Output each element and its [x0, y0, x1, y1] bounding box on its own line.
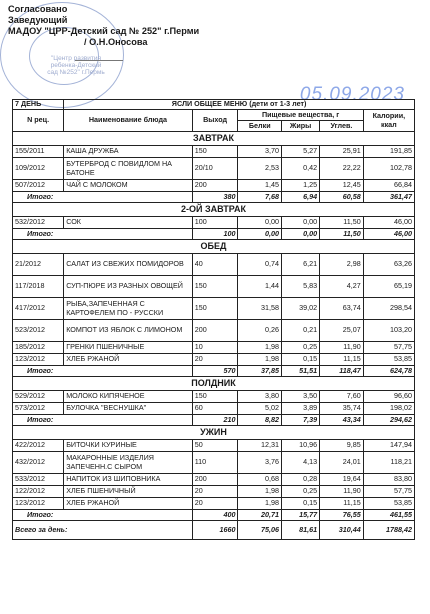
recipe-number: 432/2012: [13, 452, 64, 474]
approval-block: [8, 4, 308, 48]
fat-value: 5,83: [282, 276, 320, 298]
menu-table: [12, 99, 415, 540]
col-nutrients-header: Пищевые вещества, г: [238, 110, 363, 121]
portion-output: 150: [192, 276, 238, 298]
grand-total-protein: 75,06: [238, 521, 282, 540]
carbs-value: 11,50: [320, 217, 364, 229]
protein-value: 3,70: [238, 146, 282, 158]
table-row: [13, 180, 415, 192]
dish-name: КОМПОТ ИЗ ЯБЛОК С ЛИМОНОМ: [64, 320, 193, 342]
section-header-row: [13, 240, 415, 254]
portion-output: 40: [192, 254, 238, 276]
carbs-value: 11,15: [320, 498, 364, 510]
table-row: [13, 474, 415, 486]
protein-value: 3,76: [238, 452, 282, 474]
dish-name: МОЛОКО КИПЯЧЕНОЕ: [64, 391, 193, 403]
total-output: 570: [192, 366, 238, 377]
portion-output: 150: [192, 391, 238, 403]
recipe-number: 532/2012: [13, 217, 64, 229]
calories-value: 118,21: [363, 452, 414, 474]
recipe-number: 529/2012: [13, 391, 64, 403]
portion-output: 60: [192, 403, 238, 415]
grand-total-calories: 1788,42: [363, 521, 414, 540]
portion-output: 150: [192, 146, 238, 158]
col-fat-header: Жиры: [282, 121, 320, 132]
table-row: [13, 452, 415, 474]
approval-line-4: [8, 37, 308, 48]
protein-value: 2,53: [238, 158, 282, 180]
col-name-header: Наименование блюда: [64, 110, 193, 132]
protein-value: 12,31: [238, 440, 282, 452]
protein-value: 3,80: [238, 391, 282, 403]
carbs-value: 19,64: [320, 474, 364, 486]
portion-output: 20: [192, 498, 238, 510]
menu-date: 05.09.2023: [299, 84, 405, 105]
section-total-row: [13, 415, 415, 426]
table-row: [13, 486, 415, 498]
calories-value: 46,00: [363, 217, 414, 229]
calories-value: 63,26: [363, 254, 414, 276]
col-calories-header: Калории, ккал: [363, 110, 414, 132]
carbs-value: 4,27: [320, 276, 364, 298]
table-row: [13, 298, 415, 320]
grand-total-row: [13, 521, 415, 540]
fat-value: 3,50: [282, 391, 320, 403]
section-total-row: [13, 366, 415, 377]
calories-value: 191,85: [363, 146, 414, 158]
total-protein: 37,85: [238, 366, 282, 377]
approval-line-1: Согласовано: [8, 4, 68, 14]
recipe-number: 507/2012: [13, 180, 64, 192]
protein-value: 1,45: [238, 180, 282, 192]
day-label: 7 ДЕНЬ: [13, 100, 64, 110]
fat-value: 5,27: [282, 146, 320, 158]
calories-value: 147,94: [363, 440, 414, 452]
section-total-row: [13, 192, 415, 203]
portion-output: 20: [192, 354, 238, 366]
portion-output: 110: [192, 452, 238, 474]
table-row: [13, 342, 415, 354]
table-row: [13, 158, 415, 180]
table-row: [13, 276, 415, 298]
dish-name: ХЛЕБ ПШЕНИЧНЫЙ: [64, 486, 193, 498]
calories-value: 65,19: [363, 276, 414, 298]
menu-title: ЯСЛИ ОБЩЕЕ МЕНЮ (дети от 1-3 лет): [64, 100, 415, 110]
recipe-number: 523/2012: [13, 320, 64, 342]
recipe-number: 117/2018: [13, 276, 64, 298]
total-protein: 20,71: [238, 510, 282, 521]
carbs-value: 35,74: [320, 403, 364, 415]
menu-body: [13, 132, 415, 540]
dish-name: РЫБА,ЗАПЕЧЕННАЯ С КАРТОФЕЛЕМ ПО - РУССКИ: [64, 298, 193, 320]
total-label: Итого:: [13, 415, 193, 426]
recipe-number: 123/2012: [13, 354, 64, 366]
section-title: ПОЛДНИК: [13, 377, 415, 391]
calories-value: 66,84: [363, 180, 414, 192]
carbs-value: 12,45: [320, 180, 364, 192]
carbs-value: 11,90: [320, 486, 364, 498]
table-row: [13, 403, 415, 415]
recipe-number: 185/2012: [13, 342, 64, 354]
protein-value: 1,98: [238, 354, 282, 366]
total-calories: 461,55: [363, 510, 414, 521]
col-carbs-header: Углев.: [320, 121, 364, 132]
portion-output: 200: [192, 180, 238, 192]
total-calories: 361,47: [363, 192, 414, 203]
fat-value: 0,21: [282, 320, 320, 342]
total-protein: 7,68: [238, 192, 282, 203]
total-label: Итого:: [13, 510, 193, 521]
fat-value: 4,13: [282, 452, 320, 474]
recipe-number: 21/2012: [13, 254, 64, 276]
section-title: 2-ОЙ ЗАВТРАК: [13, 203, 415, 217]
protein-value: 0,74: [238, 254, 282, 276]
protein-value: 31,58: [238, 298, 282, 320]
fat-value: 0,25: [282, 486, 320, 498]
protein-value: 0,26: [238, 320, 282, 342]
signature-line: [75, 48, 123, 61]
dish-name: ХЛЕБ РЖАНОЙ: [64, 498, 193, 510]
total-output: 400: [192, 510, 238, 521]
total-output: 100: [192, 229, 238, 240]
grand-total-carbs: 310,44: [320, 521, 364, 540]
portion-output: 150: [192, 298, 238, 320]
dish-name: СУП-ПЮРЕ ИЗ РАЗНЫХ ОВОЩЕЙ: [64, 276, 193, 298]
portion-output: 200: [192, 474, 238, 486]
section-header-row: [13, 426, 415, 440]
total-label: Итого:: [13, 366, 193, 377]
table-row: [13, 320, 415, 342]
table-row: [13, 217, 415, 229]
total-carbs: 118,47: [320, 366, 364, 377]
portion-output: 20: [192, 486, 238, 498]
recipe-number: 417/2012: [13, 298, 64, 320]
grand-total-fat: 81,61: [282, 521, 320, 540]
fat-value: 0,15: [282, 498, 320, 510]
calories-value: 96,60: [363, 391, 414, 403]
fat-value: 3,89: [282, 403, 320, 415]
section-total-row: [13, 229, 415, 240]
grand-total-output: 1660: [192, 521, 238, 540]
total-output: 210: [192, 415, 238, 426]
total-carbs: 60,58: [320, 192, 364, 203]
grand-total-label: Всего за день:: [13, 521, 193, 540]
calories-value: 57,75: [363, 486, 414, 498]
dish-name: БУТЕРБРОД С ПОВИДЛОМ НА БАТОНЕ: [64, 158, 193, 180]
carbs-value: 25,07: [320, 320, 364, 342]
fat-value: 0,28: [282, 474, 320, 486]
fat-value: 0,42: [282, 158, 320, 180]
dish-name: БУЛОЧКА "ВЕСНУШКА": [64, 403, 193, 415]
total-carbs: 76,55: [320, 510, 364, 521]
total-carbs: 11,50: [320, 229, 364, 240]
total-label: Итого:: [13, 192, 193, 203]
dish-name: ЧАЙ С МОЛОКОМ: [64, 180, 193, 192]
fat-value: 39,02: [282, 298, 320, 320]
recipe-number: 123/2012: [13, 498, 64, 510]
total-label: Итого:: [13, 229, 193, 240]
carbs-value: 25,91: [320, 146, 364, 158]
dish-name: ГРЕНКИ ПШЕНИЧНЫЕ: [64, 342, 193, 354]
calories-value: 83,80: [363, 474, 414, 486]
calories-value: 102,78: [363, 158, 414, 180]
portion-output: 200: [192, 320, 238, 342]
section-total-row: [13, 510, 415, 521]
carbs-value: 2,98: [320, 254, 364, 276]
col-protein-header: Белки: [238, 121, 282, 132]
recipe-number: 109/2012: [13, 158, 64, 180]
total-carbs: 43,34: [320, 415, 364, 426]
carbs-value: 22,22: [320, 158, 364, 180]
total-fat: 15,77: [282, 510, 320, 521]
section-header-row: [13, 132, 415, 146]
table-row: [13, 440, 415, 452]
dish-name: КАША ДРУЖБА: [64, 146, 193, 158]
total-protein: 8,82: [238, 415, 282, 426]
table-row: [13, 354, 415, 366]
total-fat: 7,39: [282, 415, 320, 426]
total-protein: 0,00: [238, 229, 282, 240]
seal-text: "Центр развития ребенка-Детский сад №252" г.Пермь: [47, 55, 105, 76]
dish-name: СОК: [64, 217, 193, 229]
protein-value: 1,98: [238, 342, 282, 354]
protein-value: 0,00: [238, 217, 282, 229]
dish-name: БИТОЧКИ КУРИНЫЕ: [64, 440, 193, 452]
total-fat: 6,94: [282, 192, 320, 203]
carbs-value: 24,01: [320, 452, 364, 474]
total-calories: 46,00: [363, 229, 414, 240]
col-rec-header: N рец.: [13, 110, 64, 132]
dish-name: МАКАРОННЫЕ ИЗДЕЛИЯ ЗАПЕЧЕНН.С СЫРОМ: [64, 452, 193, 474]
total-fat: 51,51: [282, 366, 320, 377]
fat-value: 6,21: [282, 254, 320, 276]
carbs-value: 11,15: [320, 354, 364, 366]
fat-value: 0,25: [282, 342, 320, 354]
total-calories: 294,62: [363, 415, 414, 426]
protein-value: 1,98: [238, 498, 282, 510]
section-title: ОБЕД: [13, 240, 415, 254]
protein-value: 1,98: [238, 486, 282, 498]
protein-value: 0,68: [238, 474, 282, 486]
carbs-value: 7,60: [320, 391, 364, 403]
total-fat: 0,00: [282, 229, 320, 240]
carbs-value: 11,90: [320, 342, 364, 354]
dish-name: ХЛЕБ РЖАНОЙ: [64, 354, 193, 366]
calories-value: 103,20: [363, 320, 414, 342]
section-title: УЖИН: [13, 426, 415, 440]
total-calories: 624,78: [363, 366, 414, 377]
approval-line-2: Заведующий: [8, 15, 68, 25]
fat-value: 0,00: [282, 217, 320, 229]
table-row: [13, 498, 415, 510]
total-output: 380: [192, 192, 238, 203]
calories-value: 198,02: [363, 403, 414, 415]
section-header-row: [13, 203, 415, 217]
protein-value: 1,44: [238, 276, 282, 298]
fat-value: 10,96: [282, 440, 320, 452]
recipe-number: 573/2012: [13, 403, 64, 415]
calories-value: 298,54: [363, 298, 414, 320]
calories-value: 53,85: [363, 498, 414, 510]
recipe-number: 155/2011: [13, 146, 64, 158]
carbs-value: 9,85: [320, 440, 364, 452]
fat-value: 0,15: [282, 354, 320, 366]
portion-output: 10: [192, 342, 238, 354]
section-header-row: [13, 377, 415, 391]
dish-name: НАПИТОК ИЗ ШИПОВНИКА: [64, 474, 193, 486]
fat-value: 1,25: [282, 180, 320, 192]
recipe-number: 122/2012: [13, 486, 64, 498]
carbs-value: 63,74: [320, 298, 364, 320]
recipe-number: 422/2012: [13, 440, 64, 452]
table-row: [13, 391, 415, 403]
approver-name: / О.Н.Оносова: [84, 37, 148, 47]
calories-value: 57,75: [363, 342, 414, 354]
approval-line-3: МАДОУ "ЦРР-Детский сад № 252" г.Перми: [8, 26, 200, 36]
calories-value: 53,85: [363, 354, 414, 366]
section-title: ЗАВТРАК: [13, 132, 415, 146]
table-row: [13, 254, 415, 276]
portion-output: 20/10: [192, 158, 238, 180]
protein-value: 5,02: [238, 403, 282, 415]
table-row: [13, 146, 415, 158]
recipe-number: 533/2012: [13, 474, 64, 486]
portion-output: 100: [192, 217, 238, 229]
dish-name: САЛАТ ИЗ СВЕЖИХ ПОМИДОРОВ: [64, 254, 193, 276]
col-out-header: Выход: [192, 110, 238, 132]
portion-output: 50: [192, 440, 238, 452]
